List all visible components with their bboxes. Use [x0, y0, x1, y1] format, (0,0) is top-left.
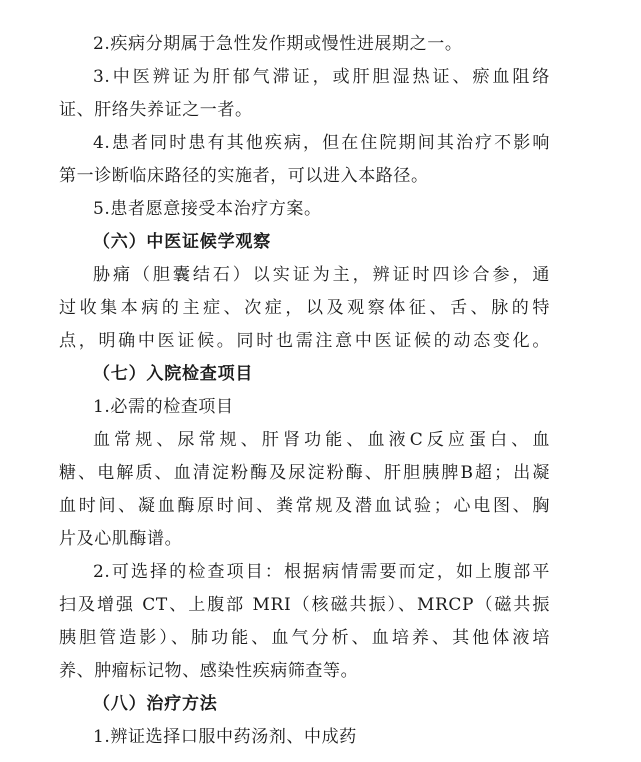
text-line: 胁痛（胆囊结石）以实证为主，辨证时四诊合参，通 [93, 265, 550, 285]
text-line: 2.可选择的检查项目：根据病情需要而定，如上腹部平 [93, 562, 550, 582]
text-line: 血常规、尿常规、肝肾功能、血液C反应蛋白、血 [93, 430, 550, 450]
text-line: 4.患者同时患有其他疾病，但在住院期间其治疗不影响 [93, 133, 550, 153]
section-heading: （八）治疗方法 [93, 694, 218, 714]
text-line: 片及心肌酶谱。 [59, 529, 183, 549]
section-heading: （七）入院检查项目 [93, 364, 254, 384]
text-line: 过收集本病的主症、次症，以及观察体征、舌、脉的特 [59, 298, 550, 318]
text-line: 胰胆管造影）、肺功能、血气分析、血培养、其他体液培 [59, 628, 550, 648]
text-line: 点，明确中医证候。同时也需注意中医证候的动态变化。 [59, 331, 550, 351]
text-line: 3.中医辨证为肝郁气滞证，或肝胆湿热证、瘀血阻络 [93, 67, 550, 87]
text-line: 养、肿瘤标记物、感染性疾病筛查等。 [59, 661, 359, 681]
text-line: 2.疾病分期属于急性发作期或慢性进展期之一。 [93, 34, 463, 54]
text-line: 1.辨证选择口服中药汤剂、中成药 [93, 727, 357, 747]
text-line: 扫及增强 CT、上腹部 MRI（核磁共振）、MRCP（磁共振 [59, 595, 550, 615]
text-line: 1.必需的检查项目 [93, 397, 234, 417]
text-line: 证、肝络失养证之一者。 [59, 100, 253, 120]
text-line: 糖、电解质、血清淀粉酶及尿淀粉酶、肝胆胰脾B超；出凝 [59, 463, 550, 483]
text-line: 血时间、凝血酶原时间、粪常规及潜血试验；心电图、胸 [59, 496, 550, 516]
text-line: 5.患者愿意接受本治疗方案。 [93, 199, 322, 219]
text-line: 第一诊断临床路径的实施者，可以进入本路径。 [59, 166, 429, 186]
section-heading: （六）中医证候学观察 [93, 232, 271, 252]
